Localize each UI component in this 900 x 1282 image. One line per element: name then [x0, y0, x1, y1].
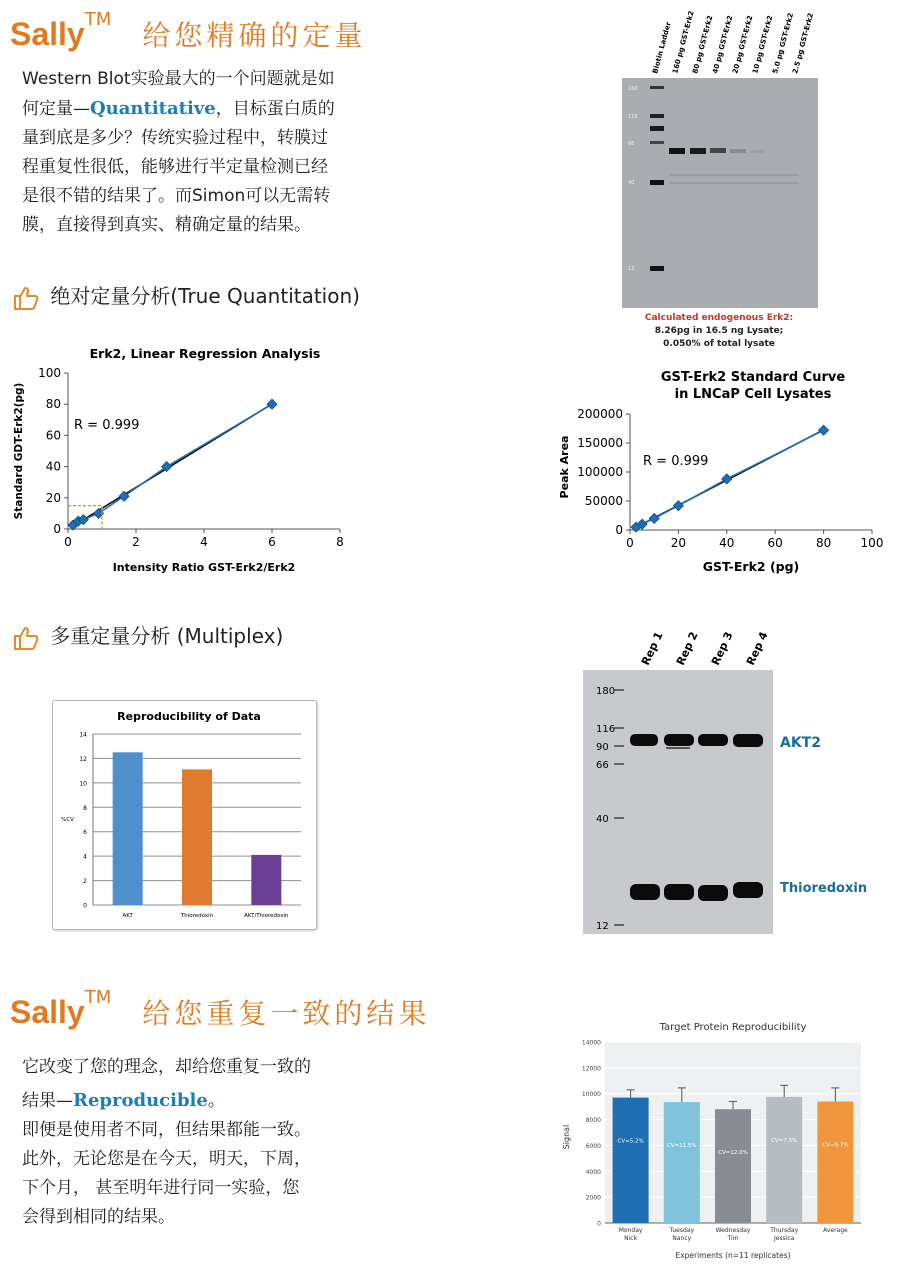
cv-label: CV=12.0%	[718, 1150, 748, 1157]
ladder-band	[650, 180, 664, 185]
y-tick-label: 8	[83, 804, 87, 812]
thumbs-up-icon	[12, 625, 40, 651]
western-blot-erk2	[600, 0, 840, 360]
outro-line: 即便是使用者不同，但结果都能一致。	[22, 1120, 311, 1140]
x-tick-label: 6	[268, 535, 276, 549]
thioredoxin-band	[698, 885, 728, 901]
reproducibility-svg	[53, 701, 316, 929]
lane-label: Rep 3	[708, 630, 736, 668]
x-tick-sublabel: Nick	[624, 1235, 638, 1242]
r-annotation: R = 0.999	[74, 418, 140, 433]
data-point	[673, 501, 683, 511]
marker-label: 12	[628, 266, 635, 272]
x-tick-label: AKT	[122, 913, 133, 919]
blot-caption-2: 8.26pg in 16.5 ng Lysate;	[654, 326, 784, 336]
trademark: TM	[84, 8, 112, 30]
header-sally-precise	[10, 8, 367, 54]
lane-label: Rep 1	[638, 630, 666, 668]
x-tick-label: Monday	[618, 1227, 643, 1234]
chart-target-protein-reproducibility	[555, 1012, 875, 1274]
data-point	[819, 425, 829, 435]
sample-band	[669, 148, 685, 154]
intro-text: ，目标蛋白质的	[215, 99, 335, 119]
ladder-band	[650, 86, 664, 89]
outro-line: 下个月， 甚至明年进行同一实验，您	[22, 1178, 300, 1198]
blot-erk2-svg	[600, 0, 840, 360]
chart-standard-curve	[550, 362, 890, 582]
bar	[182, 769, 212, 905]
blot-caption-1: Calculated endogenous Erk2:	[644, 313, 794, 323]
x-axis-label: Intensity Ratio GST-Erk2/Erk2	[112, 561, 296, 574]
standard-curve-svg	[550, 362, 890, 582]
y-axis-label: Standard GDT-Erk2(pg)	[13, 382, 25, 520]
x-tick-label: Thursday	[770, 1227, 799, 1234]
western-blot-multiplex	[578, 630, 878, 940]
x-tick-label: Wednesday	[715, 1227, 751, 1234]
section-label: 多重定量分析 (Multiplex)	[50, 624, 284, 648]
x-tick-label: 2	[132, 535, 140, 549]
marker-label: 66	[596, 760, 609, 771]
x-tick-label: Average	[823, 1227, 848, 1234]
lane-label: 20 pg GST-Erk2	[731, 14, 755, 75]
sample-band	[730, 149, 746, 153]
intro-text: 何定量—	[22, 99, 90, 119]
intro-line: 程重复性很低，能够进行半定量检测已经	[22, 157, 328, 177]
outro-text: 结果—	[22, 1091, 73, 1111]
section-label: 绝对定量分析(True Quantitation)	[50, 284, 360, 308]
data-point	[649, 513, 659, 523]
y-tick-label: 10	[79, 780, 87, 788]
faint-band	[669, 182, 799, 184]
x-tick-label: Tuesday	[669, 1227, 695, 1234]
intro-paragraph	[22, 65, 402, 240]
ladder-band	[650, 266, 664, 271]
header-title: 给您重复一致的结果	[142, 997, 431, 1030]
y-tick-label: 150000	[577, 436, 623, 450]
sample-band	[750, 150, 764, 153]
marker-label: 116	[628, 114, 638, 120]
marker-label: 90	[596, 742, 609, 753]
y-axis-label: %CV	[61, 817, 74, 823]
keyword-reproducible: Reproducible	[73, 1090, 208, 1111]
chart-subtitle: in LNCaP Cell Lysates	[674, 387, 832, 402]
x-tick-label: Thioredoxin	[180, 913, 214, 919]
x-tick-label: 40	[719, 536, 735, 550]
chart-linear-regression	[0, 340, 360, 580]
intro-line: Western Blot实验最大的一个问题就是如	[22, 69, 335, 89]
bar	[613, 1098, 649, 1223]
cv-label: CV=11.5%	[666, 1143, 697, 1150]
x-tick-label: 20	[670, 536, 687, 550]
target-protein-svg	[555, 1012, 875, 1274]
blot-caption-3: 0.050% of total lysate	[663, 339, 775, 349]
lane-label: 40 pg GST-Erk2	[711, 14, 735, 75]
thioredoxin-band	[630, 884, 660, 900]
y-tick-label: 0	[597, 1220, 601, 1228]
linear-regression-svg	[0, 340, 360, 580]
trademark: TM	[84, 986, 112, 1008]
chart-title: Erk2, Linear Regression Analysis	[89, 346, 321, 361]
x-tick-sublabel: Nancy	[672, 1235, 692, 1242]
lane-label: 80 pg GST-Erk2	[691, 14, 715, 75]
cv-label: CV=7.3%	[771, 1137, 798, 1144]
chart-title: Target Protein Reproducibility	[659, 1022, 807, 1033]
bar	[715, 1109, 751, 1223]
x-tick-label: 8	[336, 535, 344, 549]
y-tick-label: 12000	[581, 1065, 601, 1073]
thumbs-up-icon	[12, 285, 40, 311]
thioredoxin-band	[733, 882, 763, 898]
y-axis-label: Signal	[562, 1124, 571, 1150]
bar	[766, 1097, 802, 1223]
y-tick-label: 20	[45, 490, 61, 505]
marker-label: 116	[596, 724, 616, 735]
intro-line: 是很不错的结果了。而Simon可以无需转	[22, 186, 331, 206]
x-tick-label: 0	[64, 535, 72, 549]
bar	[251, 855, 281, 905]
faint-band	[666, 747, 690, 749]
cv-label: CV=5.2%	[617, 1138, 644, 1145]
marker-label: 40	[628, 180, 635, 186]
section-multiplex	[12, 620, 283, 651]
y-tick-label: 2	[83, 878, 87, 886]
x-tick-label: 60	[767, 536, 783, 550]
cv-label: CV=9.7%	[822, 1142, 849, 1149]
lane-label: Rep 4	[743, 630, 771, 668]
y-tick-label: 14000	[581, 1039, 601, 1047]
y-tick-label: 40	[45, 459, 61, 474]
marker-label: 180	[596, 686, 616, 697]
keyword-quantitative: Quantitative	[90, 98, 216, 119]
lane-label: Biotin Ladder	[651, 21, 673, 75]
akt2-band	[630, 734, 658, 746]
outro-paragraph	[22, 1053, 392, 1232]
x-tick-sublabel: Jessica	[774, 1235, 795, 1242]
x-tick-label: 80	[815, 536, 832, 550]
chart-title: Reproducibility of Data	[117, 710, 261, 723]
bar	[664, 1102, 700, 1223]
header-title: 给您精确的定量	[142, 19, 367, 52]
data-point	[267, 399, 277, 409]
thioredoxin-band	[664, 884, 694, 900]
y-tick-label: 200000	[577, 407, 623, 421]
lane-label: 2.5 pg GST-Erk2	[791, 12, 816, 75]
thioredoxin-label: Thioredoxin	[780, 881, 868, 896]
outro-line	[22, 1086, 392, 1116]
intro-line: 量到底是多少？传统实验过程中，转膜过	[22, 128, 328, 148]
y-tick-label: 80	[45, 397, 61, 412]
ladder-band	[650, 141, 664, 144]
header-sally-reproducible	[10, 986, 431, 1032]
x-tick-sublabel: Tim	[727, 1235, 739, 1242]
y-tick-label: 0	[53, 522, 61, 536]
x-axis-label: Experiments (n=11 replicates)	[675, 1251, 791, 1260]
r-annotation: R = 0.999	[643, 454, 709, 469]
section-true-quantitation	[12, 280, 360, 311]
intro-line	[22, 94, 402, 124]
y-tick-label: 10000	[581, 1091, 601, 1099]
sample-band	[710, 148, 726, 153]
y-axis-label: Peak Area	[558, 435, 571, 499]
outro-line: 它改变了您的理念，却给您重复一致的	[22, 1057, 311, 1077]
akt2-band	[733, 734, 763, 747]
lane-label: 160 pg GST-Erk2	[671, 9, 696, 75]
marker-label: 40	[596, 814, 609, 825]
y-tick-label: 14	[79, 731, 87, 739]
brand-name: Sally	[10, 994, 85, 1030]
y-tick-label: 8000	[585, 1117, 601, 1125]
x-tick-label: AKT/Thioredoxin	[244, 913, 289, 919]
marker-label: 180	[628, 86, 638, 92]
outro-line: 会得到相同的结果。	[22, 1207, 175, 1227]
ladder-band	[650, 126, 664, 131]
y-tick-label: 100	[38, 366, 61, 380]
akt2-band	[664, 734, 694, 746]
y-tick-label: 4	[83, 853, 87, 861]
y-tick-label: 6000	[585, 1142, 601, 1150]
blot-background	[622, 78, 818, 308]
y-tick-label: 6	[83, 829, 87, 837]
outro-text: 。	[207, 1091, 225, 1111]
x-tick-label: 4	[200, 535, 208, 549]
ladder-band	[650, 114, 664, 118]
intro-line: 膜，直接得到真实、精确定量的结果。	[22, 215, 311, 235]
chart-reproducibility	[52, 700, 317, 930]
marker-label: 66	[628, 141, 635, 147]
y-tick-label: 50000	[584, 494, 623, 508]
outro-line: 此外，无论您是在今天，明天，下周，	[22, 1149, 311, 1169]
y-tick-label: 100000	[577, 465, 623, 479]
y-tick-label: 4000	[585, 1168, 601, 1176]
akt2-band	[698, 734, 728, 746]
x-axis-label: GST-Erk2 (pg)	[702, 559, 800, 574]
chart-title: GST-Erk2 Standard Curve	[660, 370, 846, 385]
faint-band	[669, 174, 799, 176]
y-tick-label: 2000	[585, 1194, 601, 1202]
bar	[817, 1101, 853, 1223]
brand-name: Sally	[10, 16, 85, 52]
x-tick-label: 0	[626, 536, 634, 550]
lane-label: 10 pg GST-Erk2	[751, 14, 775, 75]
lane-label: Rep 2	[673, 630, 701, 668]
y-tick-label: 12	[79, 755, 87, 763]
y-tick-label: 0	[615, 523, 623, 537]
lane-label: 5.0 pg GST-Erk2	[771, 12, 796, 75]
x-tick-label: 100	[860, 536, 884, 550]
sample-band	[690, 148, 706, 154]
bar	[113, 752, 143, 905]
marker-label: 12	[596, 921, 609, 932]
y-tick-label: 0	[83, 902, 87, 910]
blot-multiplex-svg	[578, 630, 878, 940]
y-tick-label: 60	[45, 428, 61, 443]
akt2-label: AKT2	[780, 735, 821, 751]
